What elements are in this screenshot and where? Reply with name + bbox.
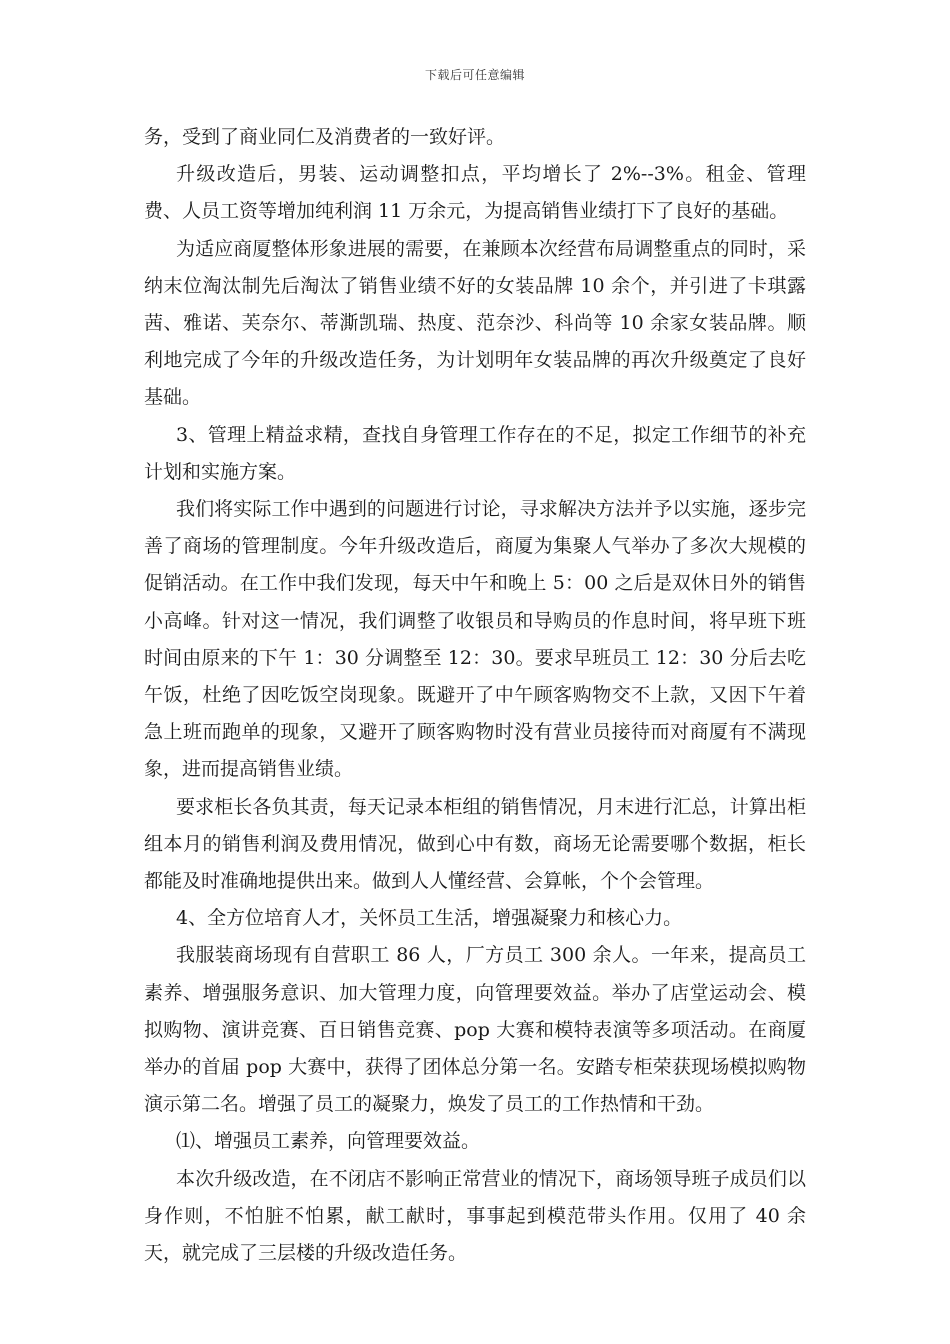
paragraph-counter-leaders: 要求柜长各负其责，每天记录本柜组的销售情况，月末进行汇总，计算出柜组本月的销售利润及费用情况，做到心中有数，商场无论需要哪个数据，柜长都能及时准确地提供出来。做到人人懂经营、会算帐，个个会管理。 — [144, 795, 806, 893]
paragraph-upgrade-profit: 升级改造后，男装、运动调整扣点，平均增长了 2%--3%。租金、管理费、人员工资等增加纯利润 11 万余元，为提高销售业绩打下了良好的基础。 — [144, 163, 806, 223]
section-heading-4: 4、全方位培育人才，关怀员工生活，增强凝聚力和核心力。 — [176, 907, 683, 930]
paragraph-continuation: 务，受到了商业同仁及消费者的一致好评。 — [144, 126, 506, 148]
document-body — [144, 119, 806, 1272]
subsection-heading-1: ⑴、增强员工素养，向管理要效益。 — [176, 1130, 481, 1153]
paragraph-schedule-adjustment: 我们将实际工作中遇到的问题进行讨论，寻求解决方法并予以实施，逐步完善了商场的管理制度。今年升级改造后，商厦为集聚人气举办了多次大规模的促销活动。在工作中我们发现，每天中午和晚上 5：00 之后是双休日外的销售小高峰。针对这一情况，我们调整了收银员和导购员的作息时间，将早班下班时间由原来的下午 1：30 分调整至 12：30。要求早班员工 12：30 分后去吃午饭，杜绝了因吃饭空岗现象。既避开了中午顾客购物交不上款，又因下午着急上班而跑单的现象，又避开了顾客购物时没有营业员接待而对商厦有不满现象，进而提高销售业绩。 — [144, 498, 806, 781]
paragraph-staff-training: 我服装商场现有自营职工 86 人，厂方员工 300 余人。一年来，提高员工素养、增强服务意识、加大管理力度，向管理要效益。举办了店堂运动会、模拟购物、演讲竞赛、百日销售竞赛、pop 大赛和模特表演等多项活动。在商厦举办的首届 pop 大赛中，获得了团体总分第一名。安踏专柜荣获现场模拟购物演示第二名。增强了员工的凝聚力，焕发了员工的工作热情和干劲。 — [144, 944, 806, 1116]
paragraph-brand-elimination: 为适应商厦整体形象进展的需要，在兼顾本次经营布局调整重点的同时，采纳末位淘汰制先后淘汰了销售业绩不好的女装品牌 10 余个，并引进了卡琪露茜、雅诺、芙奈尔、蒂澌凯瑞、热度、范奈沙、科尚等 10 余家女装品牌。顺利地完成了今年的升级改造任务，为计划明年女装品牌的再次升级奠定了良好基础。 — [144, 237, 806, 409]
page-header: 下载后可任意编辑 — [424, 68, 525, 82]
section-heading-3: 3、管理上精益求精，查找自身管理工作存在的不足，拟定工作细节的补充计划和实施方案。 — [144, 423, 806, 483]
paragraph-leadership: 本次升级改造，在不闭店不影响正常营业的情况下，商场领导班子成员们以身作则，不怕脏不怕累，献工献时，事事起到模范带头作用。仅用了 40 余天，就完成了三层楼的升级改造任务。 — [144, 1167, 806, 1265]
